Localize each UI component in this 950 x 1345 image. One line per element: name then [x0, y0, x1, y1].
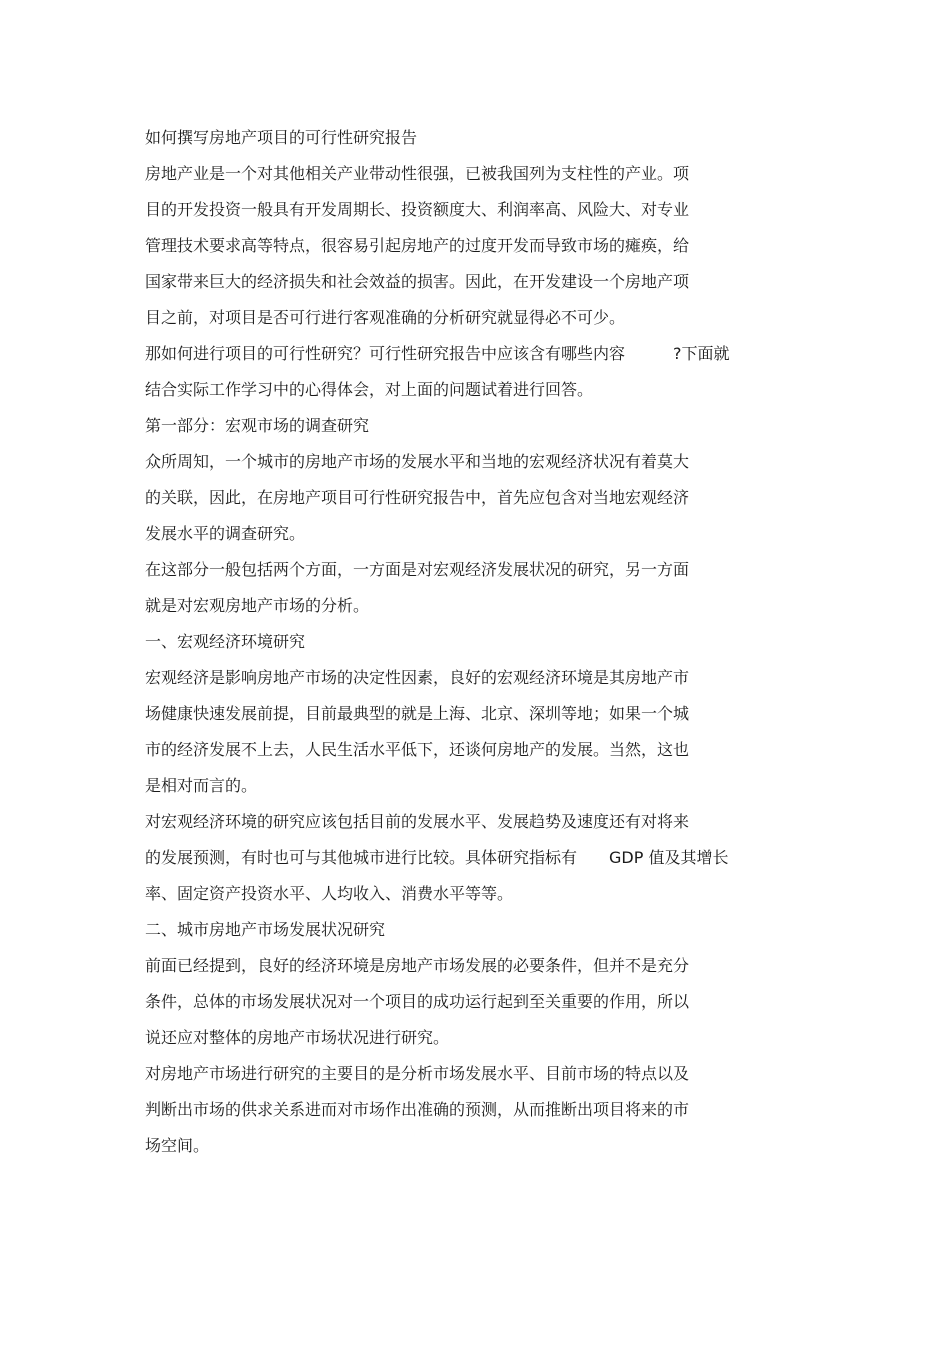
text-line: 判断出市场的供求关系进而对市场作出准确的预测，从而推断出项目将来的市 — [145, 1100, 690, 1119]
text-line: 目的开发投资一般具有开发周期长、投资额度大、利润率高、风险大、对专业 — [145, 200, 690, 219]
text-line: 场健康快速发展前提，目前最典型的就是上海、北京、深圳等地；如果一个城 — [145, 704, 690, 723]
text-line: 对宏观经济环境的研究应该包括目前的发展水平、发展趋势及速度还有对将来 — [145, 812, 690, 831]
text-line: 率、固定资产投资水平、人均收入、消费水平等等。 — [145, 884, 514, 903]
subsection-heading: 一、宏观经济环境研究 — [145, 632, 306, 651]
text-line: 那如何进行项目的可行性研究？可行性研究报告中应该含有哪些内容 ?下面就 — [145, 344, 730, 363]
text-line: 在这部分一般包括两个方面，一方面是对宏观经济发展状况的研究，另一方面 — [145, 560, 690, 579]
document-body — [145, 120, 815, 1164]
text-line: 对房地产市场进行研究的主要目的是分析市场发展水平、目前市场的特点以及 — [145, 1064, 690, 1083]
text-line: 管理技术要求高等特点，很容易引起房地产的过度开发而导致市场的瘫痪，给 — [145, 236, 690, 255]
text-line: 的关联，因此，在房地产项目可行性研究报告中，首先应包含对当地宏观经济 — [145, 488, 690, 507]
section-heading: 第一部分：宏观市场的调查研究 — [145, 416, 370, 435]
text-line: 说还应对整体的房地产市场状况进行研究。 — [145, 1028, 450, 1047]
text-line: 众所周知，一个城市的房地产市场的发展水平和当地的宏观经济状况有着莫大 — [145, 452, 690, 471]
text-line: 房地产业是一个对其他相关产业带动性很强，已被我国列为支柱性的产业。项 — [145, 164, 690, 183]
text-line: 国家带来巨大的经济损失和社会效益的损害。因此，在开发建设一个房地产项 — [145, 272, 690, 291]
text-line: 就是对宏观房地产市场的分析。 — [145, 596, 370, 615]
text-line: 结合实际工作学习中的心得体会，对上面的问题试着进行回答。 — [145, 380, 594, 399]
text-line: 发展水平的调查研究。 — [145, 524, 306, 543]
text-line: 宏观经济是影响房地产市场的决定性因素，良好的宏观经济环境是其房地产市 — [145, 668, 690, 687]
text-line: 市的经济发展不上去，人民生活水平低下，还谈何房地产的发展。当然，这也 — [145, 740, 690, 759]
text-line: 的发展预测，有时也可与其他城市进行比较。具体研究指标有 GDP 值及其增长 — [145, 848, 729, 867]
text-line: 条件，总体的市场发展状况对一个项目的成功运行起到至关重要的作用，所以 — [145, 992, 690, 1011]
text-line: 是相对而言的。 — [145, 776, 258, 795]
document-title: 如何撰写房地产项目的可行性研究报告 — [145, 128, 418, 147]
subsection-heading: 二、城市房地产市场发展状况研究 — [145, 920, 386, 939]
text-line: 场空间。 — [145, 1136, 210, 1155]
text-line: 目之前，对项目是否可行进行客观准确的分析研究就显得必不可少。 — [145, 308, 626, 327]
text-line: 前面已经提到，良好的经济环境是房地产市场发展的必要条件，但并不是充分 — [145, 956, 690, 975]
